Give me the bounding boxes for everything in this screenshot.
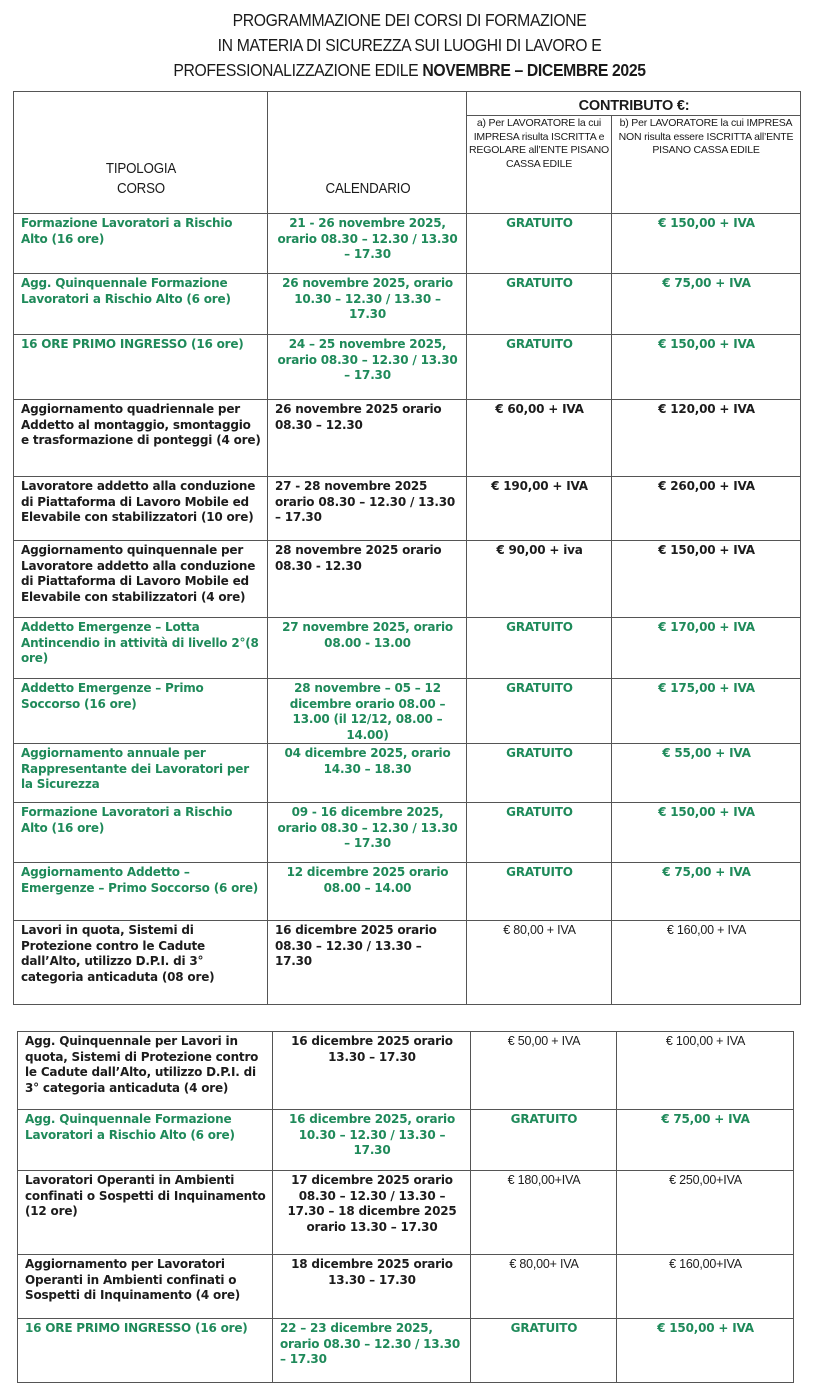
price-unregistered-cell: € 150,00 + IVA (612, 214, 801, 274)
header-col-b-non-iscritta: b) Per LAVORATORE la cui IMPRESA NON risulta essere ISCRITTA all’ENTE PISANO CASSA EDILE (612, 116, 801, 214)
price-registered-cell: € 180,00+IVA (471, 1171, 617, 1255)
title-line-3-normal: PROFESSIONALIZZAZIONE EDILE (173, 60, 423, 80)
course-name-cell: Aggiornamento quinquennale per Lavoratore addetto alla conduzione di Piattaforma di Lavoro Mobile ed Elevabile con stabilizzatori (4 ore) (14, 541, 268, 618)
title-line-3 (41, 58, 778, 83)
header-tipologia-line1: TIPOLOGIA (105, 161, 176, 177)
price-registered-cell: € 80,00 + IVA (467, 921, 612, 1005)
table-row (18, 1319, 794, 1383)
table-row (18, 1110, 794, 1171)
table-1-body (14, 214, 801, 1005)
calendar-cell: 09 - 16 dicembre 2025, orario 08.30 – 12.30 / 13.30 – 17.30 (268, 803, 467, 863)
table-row (14, 335, 801, 400)
price-registered-cell: € 90,00 + iva (467, 541, 612, 618)
table-row (14, 803, 801, 863)
table-row (14, 863, 801, 921)
calendar-cell: 26 novembre 2025, orario 10.30 – 12.30 / 13.30 – 17.30 (268, 274, 467, 335)
header-col-a-iscritta: a) Per LAVORATORE la cui IMPRESA risulta ISCRITTA e REGOLARE all’ENTE PISANO CASSA EDILE (467, 116, 612, 214)
price-unregistered-cell: € 250,00+IVA (617, 1171, 794, 1255)
header-calendario: CALENDARIO (275, 92, 458, 214)
price-unregistered-cell: € 150,00 + IVA (612, 541, 801, 618)
table-row (14, 618, 801, 679)
table-row (14, 541, 801, 618)
title-line-2: IN MATERIA DI SICUREZZA SUI LUOGHI DI LAVORO E (217, 35, 602, 55)
table-row (18, 1032, 794, 1110)
table-row (18, 1255, 794, 1319)
calendar-cell: 22 – 23 dicembre 2025, orario 08.30 – 12.30 / 13.30 – 17.30 (273, 1319, 471, 1383)
header-contributo: CONTRIBUTO €: (467, 92, 801, 116)
title-line-1: PROGRAMMAZIONE DEI CORSI DI FORMAZIONE (232, 10, 587, 30)
price-unregistered-cell: € 150,00 + IVA (617, 1319, 794, 1383)
price-unregistered-cell: € 120,00 + IVA (612, 400, 801, 477)
price-registered-cell: GRATUITO (467, 335, 612, 400)
table-2-body (18, 1032, 794, 1383)
price-registered-cell: GRATUITO (467, 803, 612, 863)
price-unregistered-cell: € 75,00 + IVA (612, 863, 801, 921)
course-name-cell: Addetto Emergenze – Primo Soccorso (16 ore) (14, 679, 268, 744)
price-registered-cell: € 50,00 + IVA (471, 1032, 617, 1110)
calendar-cell: 28 novembre – 05 – 12 dicembre orario 08.00 – 13.00 (il 12/12, 08.00 – 14.00) (268, 679, 467, 744)
calendar-cell: 26 novembre 2025 orario 08.30 – 12.30 (268, 400, 467, 477)
price-unregistered-cell: € 160,00 + IVA (612, 921, 801, 1005)
table-row (14, 214, 801, 274)
price-registered-cell: GRATUITO (467, 618, 612, 679)
table-row (14, 921, 801, 1005)
table-row (18, 1171, 794, 1255)
courses-table-2 (17, 1031, 794, 1383)
calendar-cell: 12 dicembre 2025 orario 08.00 – 14.00 (268, 863, 467, 921)
price-registered-cell: GRATUITO (467, 274, 612, 335)
course-name-cell: 16 ORE PRIMO INGRESSO (16 ore) (18, 1319, 273, 1383)
price-unregistered-cell: € 170,00 + IVA (612, 618, 801, 679)
courses-table-1 (13, 91, 801, 1005)
calendar-cell: 27 - 28 novembre 2025 orario 08.30 – 12.30 / 13.30 – 17.30 (268, 477, 467, 541)
document-title (41, 8, 778, 83)
price-registered-cell: € 80,00+ IVA (471, 1255, 617, 1319)
table-row (14, 679, 801, 744)
course-name-cell: Aggiornamento Addetto – Emergenze – Primo Soccorso (6 ore) (14, 863, 268, 921)
course-name-cell: Lavoratore addetto alla conduzione di Piattaforma di Lavoro Mobile ed Elevabile con stabilizzatori (10 ore) (14, 477, 268, 541)
title-period: NOVEMBRE – DICEMBRE 2025 (422, 60, 646, 80)
price-unregistered-cell: € 55,00 + IVA (612, 744, 801, 803)
course-name-cell: Agg. Quinquennale Formazione Lavoratori a Rischio Alto (6 ore) (18, 1110, 273, 1171)
course-name-cell: Lavori in quota, Sistemi di Protezione contro le Cadute dall’Alto, utilizzo D.P.I. di 3° categoria anticaduta (08 ore) (14, 921, 268, 1005)
calendar-cell: 27 novembre 2025, orario 08.00 - 13.00 (268, 618, 467, 679)
calendar-cell: 21 - 26 novembre 2025, orario 08.30 – 12.30 / 13.30 – 17.30 (268, 214, 467, 274)
course-name-cell: Aggiornamento quadriennale per Addetto al montaggio, smontaggio e trasformazione di ponteggi (4 ore) (14, 400, 268, 477)
price-registered-cell: € 190,00 + IVA (467, 477, 612, 541)
price-unregistered-cell: € 100,00 + IVA (617, 1032, 794, 1110)
price-registered-cell: GRATUITO (471, 1319, 617, 1383)
course-name-cell: Formazione Lavoratori a Rischio Alto (16 ore) (14, 214, 268, 274)
course-name-cell: Addetto Emergenze – Lotta Antincendio in attività di livello 2°(8 ore) (14, 618, 268, 679)
price-registered-cell: GRATUITO (467, 863, 612, 921)
calendar-cell: 16 dicembre 2025 orario 08.30 – 12.30 / 13.30 – 17.30 (268, 921, 467, 1005)
calendar-cell: 16 dicembre 2025, orario 10.30 – 12.30 / 13.30 – 17.30 (273, 1110, 471, 1171)
course-name-cell: Aggiornamento annuale per Rappresentante dei Lavoratori per la Sicurezza (14, 744, 268, 803)
course-name-cell: 16 ORE PRIMO INGRESSO (16 ore) (14, 335, 268, 400)
course-name-cell: Lavoratori Operanti in Ambienti confinati o Sospetti di Inquinamento (12 ore) (18, 1171, 273, 1255)
table-row (14, 400, 801, 477)
calendar-cell: 04 dicembre 2025, orario 14.30 – 18.30 (268, 744, 467, 803)
calendar-cell: 16 dicembre 2025 orario 13.30 – 17.30 (273, 1032, 471, 1110)
course-name-cell: Agg. Quinquennale Formazione Lavoratori a Rischio Alto (6 ore) (14, 274, 268, 335)
price-unregistered-cell: € 150,00 + IVA (612, 335, 801, 400)
table-row (14, 274, 801, 335)
table-row (14, 477, 801, 541)
course-name-cell: Agg. Quinquennale per Lavori in quota, Sistemi di Protezione contro le Cadute dall’Alto, utilizzo D.P.I. di 3° categoria anticaduta (4 ore) (18, 1032, 273, 1110)
price-unregistered-cell: € 160,00+IVA (617, 1255, 794, 1319)
header-tipologia-line2: CORSO (116, 181, 165, 197)
price-registered-cell: € 60,00 + IVA (467, 400, 612, 477)
price-unregistered-cell: € 150,00 + IVA (612, 803, 801, 863)
price-registered-cell: GRATUITO (467, 744, 612, 803)
price-registered-cell: GRATUITO (467, 214, 612, 274)
price-unregistered-cell: € 175,00 + IVA (612, 679, 801, 744)
calendar-cell: 28 novembre 2025 orario 08.30 - 12.30 (268, 541, 467, 618)
course-name-cell: Formazione Lavoratori a Rischio Alto (16 ore) (14, 803, 268, 863)
header-tipologia-corso (24, 92, 258, 214)
price-unregistered-cell: € 260,00 + IVA (612, 477, 801, 541)
calendar-cell: 18 dicembre 2025 orario 13.30 – 17.30 (273, 1255, 471, 1319)
course-name-cell: Aggiornamento per Lavoratori Operanti in Ambienti confinati o Sospetti di Inquinamento (4 ore) (18, 1255, 273, 1319)
calendar-cell: 24 – 25 novembre 2025, orario 08.30 – 12.30 / 13.30 – 17.30 (268, 335, 467, 400)
price-unregistered-cell: € 75,00 + IVA (612, 274, 801, 335)
calendar-cell: 17 dicembre 2025 orario 08.30 – 12.30 / 13.30 – 17.30 – 18 dicembre 2025 orario 13.30 – 17.30 (273, 1171, 471, 1255)
price-unregistered-cell: € 75,00 + IVA (617, 1110, 794, 1171)
price-registered-cell: GRATUITO (467, 679, 612, 744)
price-registered-cell: GRATUITO (471, 1110, 617, 1171)
table-row (14, 744, 801, 803)
